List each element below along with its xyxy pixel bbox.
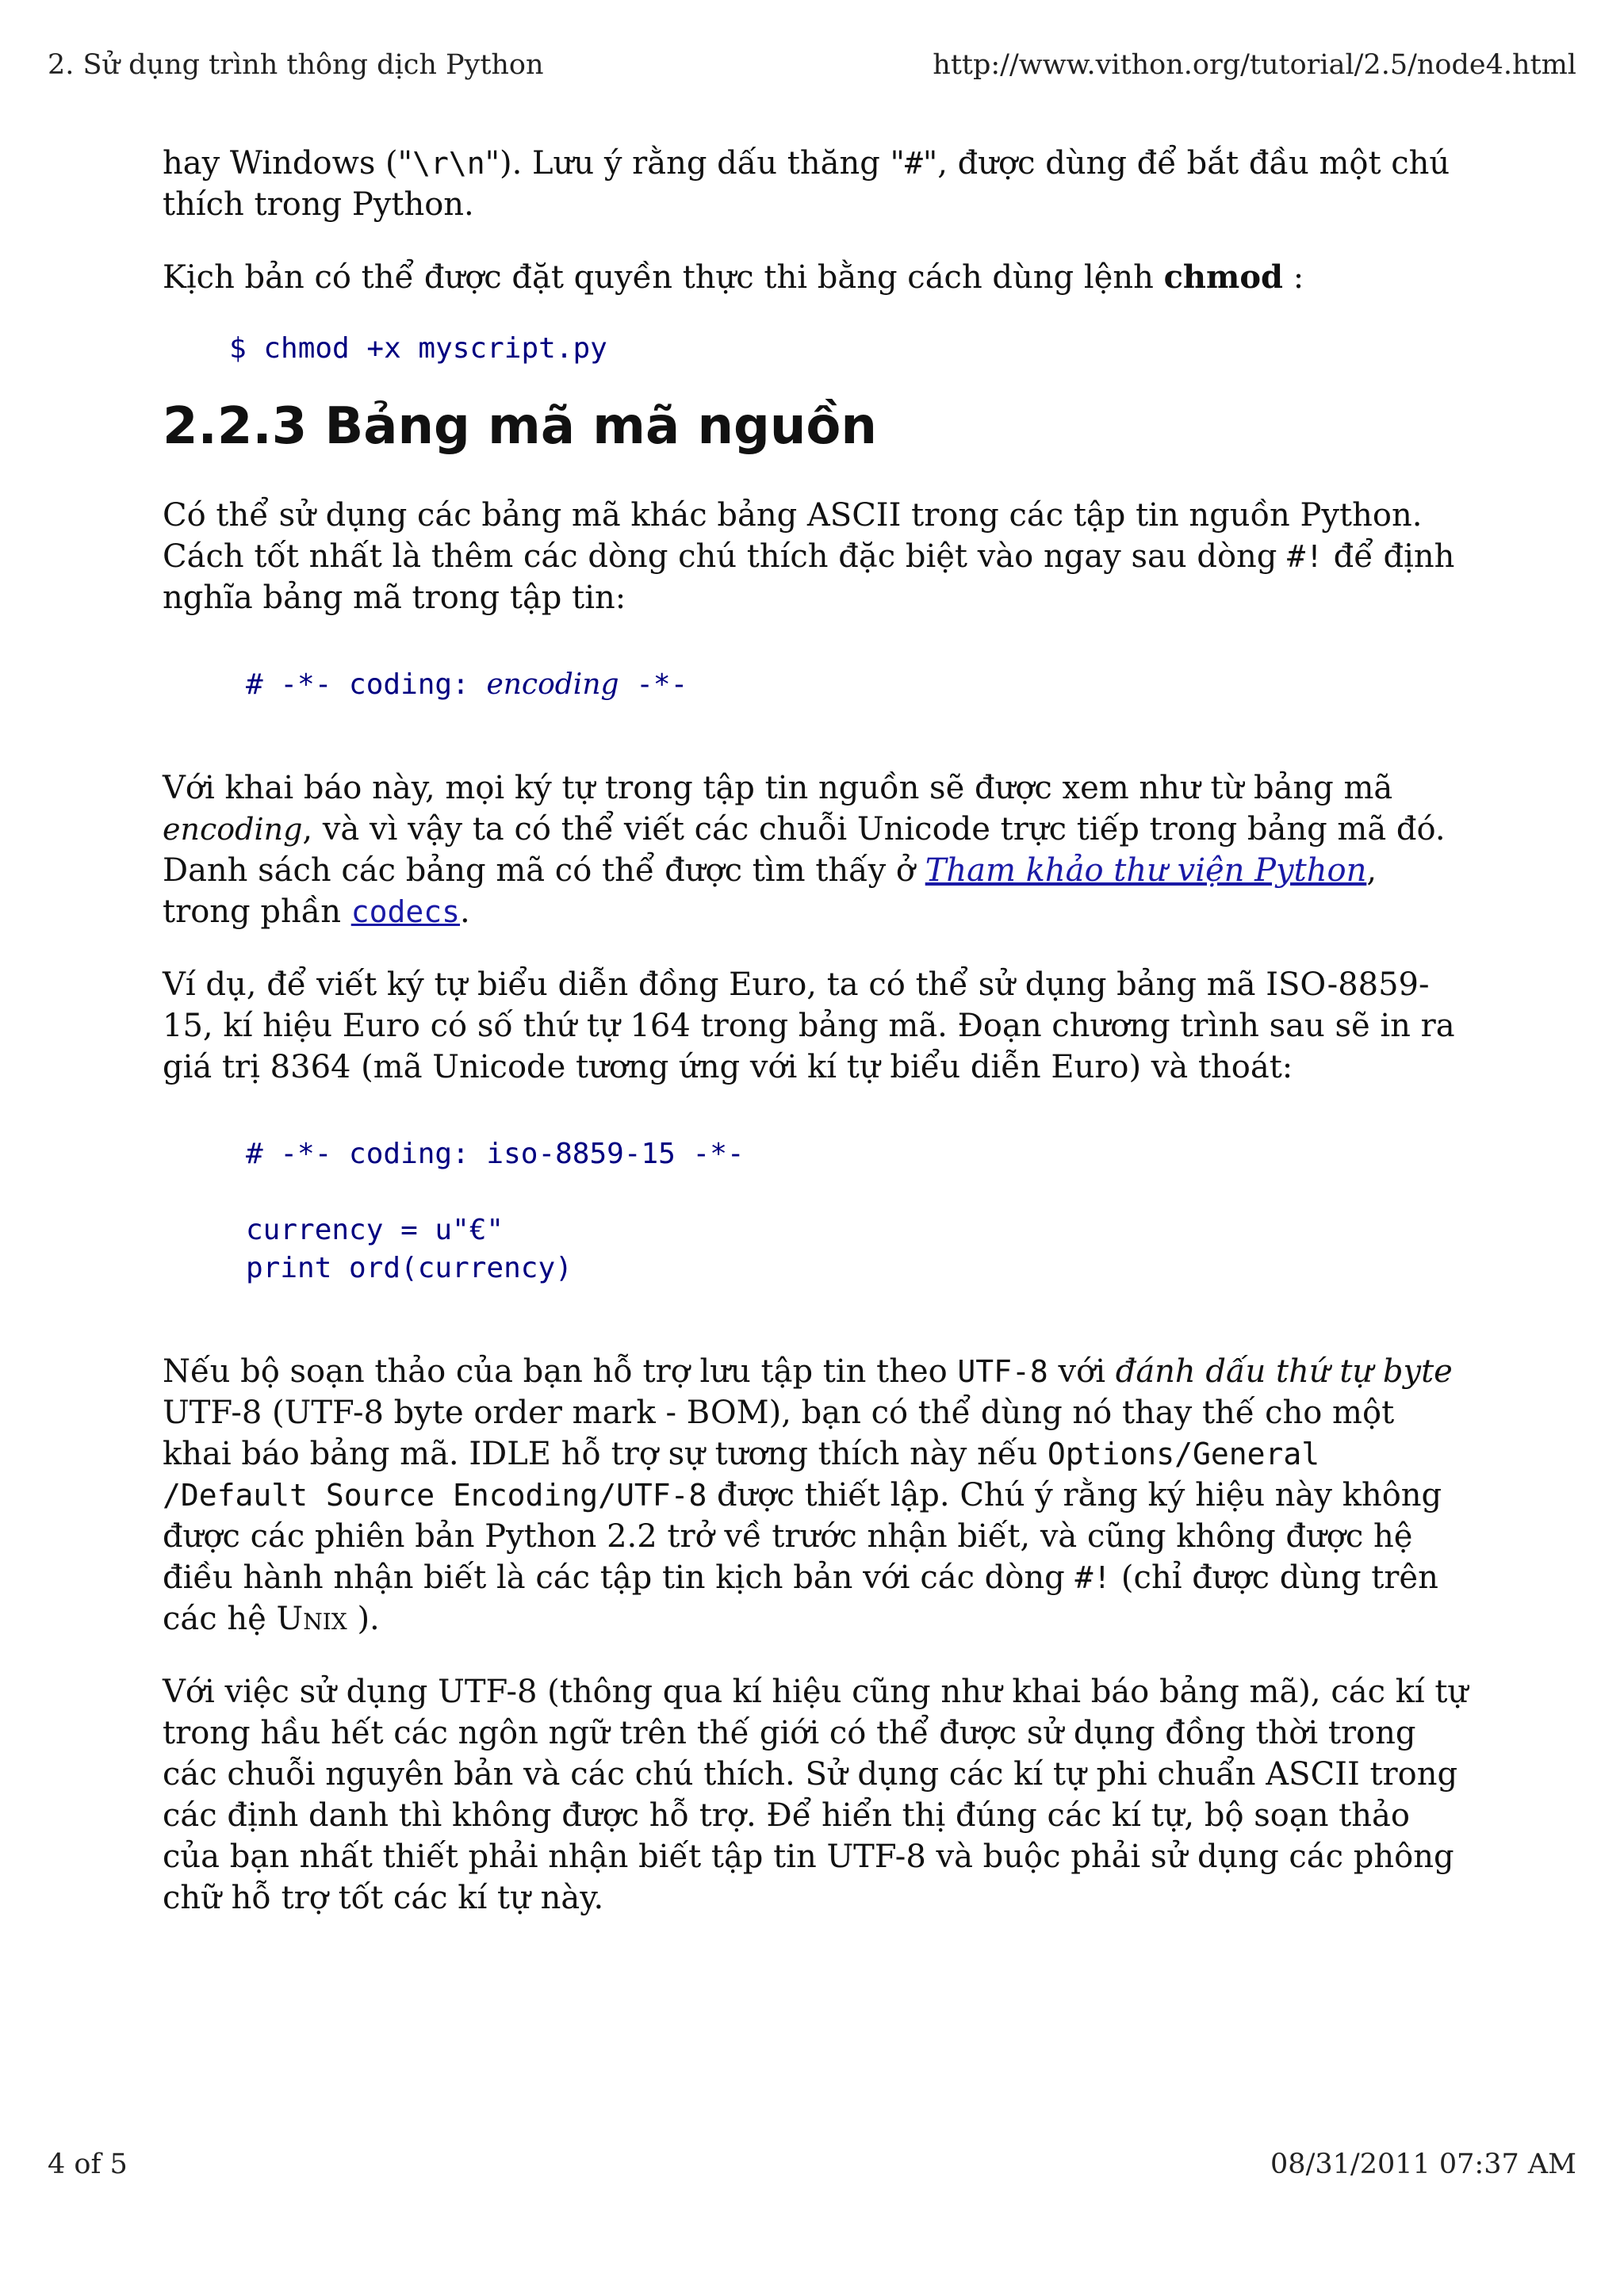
text: được thiết lập. Chú ý rằng ký hiệu này không được các phiên bản Python 2.2 trở về trước nhận biết, và cũng không được hệ điều hành nhận biết là các tập tin kịch bản với các dòng — [163, 1477, 1442, 1596]
inline-code: # — [904, 146, 923, 181]
link-codecs[interactable]: codecs — [350, 894, 460, 929]
paragraph-utf8-usage: Với việc sử dụng UTF-8 (thông qua kí hiệu cũng như khai báo bảng mã), các kí tự trong hầu hết các ngôn ngữ trên thế giới có thể được sử dụng đồng thời trong các chuỗi nguyên bản và các chú thích. Sử dụng các kí tự phi chuẩn ASCII trong các định danh thì không được hỗ trợ. Để hiển thị đúng các kí tự, bộ soạn thảo của bạn nhất thiết phải nhận biết tập tin UTF-8 và buộc phải sử dụng các phông chữ hỗ trợ tốt các kí tự này. — [163, 1674, 1469, 1916]
inline-code-idle-option: Options/General /Default Source Encoding/UTF-8 — [163, 1437, 1320, 1513]
paragraph-chmod — [163, 257, 1471, 298]
code-coding-declaration — [246, 666, 1471, 704]
variable-encoding: encoding — [163, 812, 303, 847]
code-chmod: $ chmod +x myscript.py — [229, 332, 607, 365]
text: : — [1283, 259, 1304, 296]
text: , trong phần — [163, 852, 1377, 930]
header-url: http://www.vithon.org/tutorial/2.5/node4.html — [933, 49, 1576, 81]
text: "). Lưu ý rằng dấu thăng " — [485, 145, 905, 182]
page-header — [48, 49, 1576, 81]
code-text: # -*- coding: — [246, 668, 487, 701]
paragraph-line-endings — [163, 143, 1471, 225]
link-library-reference[interactable]: Tham khảo thư viện Python — [925, 852, 1367, 889]
inline-code: \r\n — [412, 146, 485, 181]
inline-code: #! — [1287, 539, 1323, 574]
page-footer — [48, 2149, 1576, 2180]
paragraph-utf8-bom — [163, 1351, 1471, 1640]
code-text: -*- — [619, 668, 688, 701]
text: (chỉ được dùng trên các hệ — [163, 1559, 1438, 1637]
print-datetime: 08/31/2011 07:37 AM — [1270, 2149, 1576, 2180]
text: . — [460, 894, 470, 930]
text: ", được dùng để bắt đầu một chú thích trong Python. — [163, 145, 1450, 223]
section-heading: 2.2.3 Bảng mã mã nguồn — [163, 397, 877, 456]
code-euro-example: # -*- coding: iso-8859-15 -*- currency = u"€" print ord(currency) — [246, 1138, 745, 1284]
text: ). — [347, 1601, 380, 1637]
text: Nếu bộ soạn thảo của bạn hỗ trợ lưu tập tin theo — [163, 1353, 958, 1390]
code-variable: encoding — [486, 668, 619, 701]
paragraph-euro-example: Ví dụ, để viết ký tự biểu diễn đồng Euro, ta có thể sử dụng bảng mã ISO-8859-15, kí hiệu Euro có số thứ tự 164 trong bảng mã. Đoạn chương trình sau sẽ in ra giá trị 8364 (mã Unicode tương ứng với kí tự biểu diễn Euro) và thoát: — [163, 966, 1455, 1085]
text: để định nghĩa bảng mã trong tập tin: — [163, 538, 1455, 616]
inline-code: UTF-8 — [957, 1354, 1048, 1389]
text: hay Windows (" — [163, 145, 413, 182]
text: Có thể sử dụng các bảng mã khác bảng ASCII trong các tập tin nguồn Python. Cách tốt nhất là thêm các dòng chú thích đặc biệt vào ngay sau dòng — [163, 497, 1423, 575]
header-title: 2. Sử dụng trình thông dịch Python — [48, 49, 544, 81]
text: Với khai báo này, mọi ký tự trong tập tin nguồn sẽ được xem như từ bảng mã — [163, 770, 1393, 806]
unix-small-caps: Unix — [276, 1601, 347, 1637]
paragraph-encoding-intro — [163, 495, 1471, 618]
text: với — [1048, 1353, 1116, 1390]
inline-code: #! — [1074, 1560, 1112, 1595]
emphasis-bom: đánh dấu thứ tự byte — [1115, 1353, 1453, 1390]
paragraph-encoding-details — [163, 767, 1471, 932]
command-chmod: chmod — [1163, 258, 1283, 296]
text: UTF-8 (UTF-8 byte order mark - BOM), bạn có thể dùng nó thay thế cho một khai báo bảng mã. IDLE hỗ trợ sự tương thích này nếu — [163, 1395, 1395, 1472]
text: , và vì vậy ta có thể viết các chuỗi Unicode trực tiếp trong bảng mã đó. Danh sách các bảng mã có thể được tìm thấy ở — [163, 811, 1446, 889]
document-content — [163, 143, 1471, 1950]
page-number: 4 of 5 — [48, 2149, 128, 2180]
text: Kịch bản có thể được đặt quyền thực thi bằng cách dùng lệnh — [163, 259, 1164, 296]
